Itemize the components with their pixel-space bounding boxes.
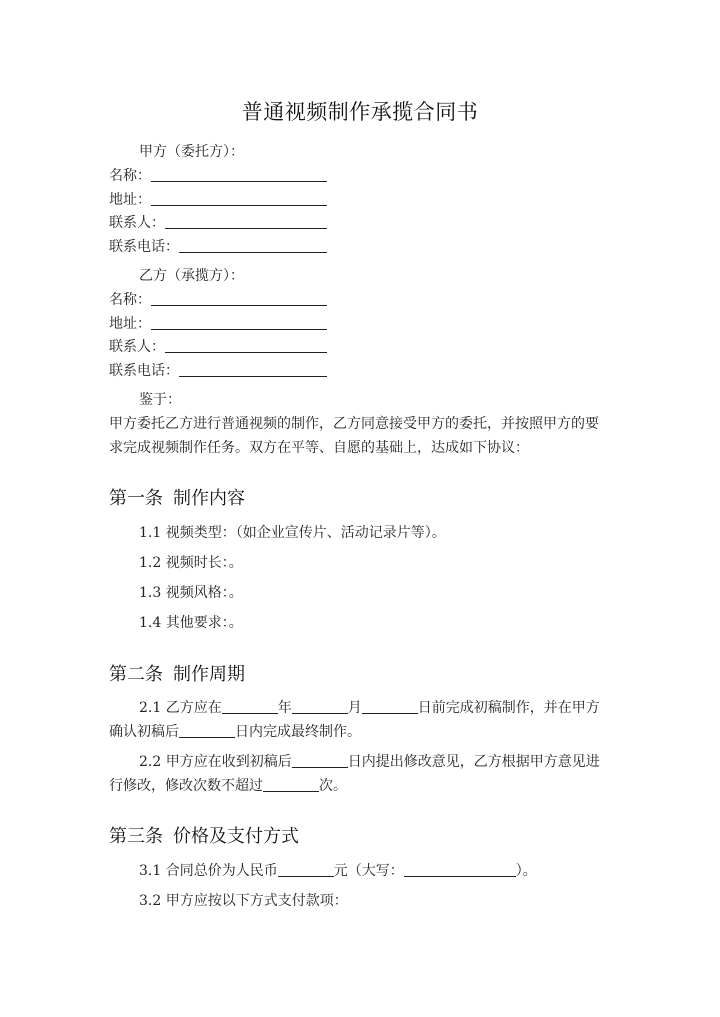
clause-text: 行修改，修改次数不超过 bbox=[109, 778, 263, 794]
article-3-heading bbox=[109, 822, 299, 848]
party-b-address-field bbox=[109, 313, 327, 333]
address-blank bbox=[151, 315, 327, 330]
whereas-text-line-2: 求完成视频制作任务。双方在平等、自愿的基础上，达成如下协议： bbox=[109, 440, 529, 456]
name-blank bbox=[151, 167, 327, 182]
contact-label: 联系人： bbox=[109, 339, 165, 355]
amount-blank bbox=[278, 862, 334, 877]
clause-2-1-line-2 bbox=[109, 721, 361, 741]
clause-text: 次。 bbox=[319, 778, 347, 794]
month-blank bbox=[292, 699, 348, 714]
whereas-label: 鉴于： bbox=[139, 392, 181, 408]
clause-text: 日前完成初稿制作，并在甲方 bbox=[417, 700, 600, 716]
clause-1-4: 1.4 其他要求：。 bbox=[139, 615, 243, 631]
clause-text: ）。 bbox=[515, 863, 537, 879]
phone-label: 联系电话： bbox=[109, 239, 179, 255]
clause-text: 月 bbox=[347, 700, 362, 716]
party-b-name-field bbox=[109, 289, 327, 309]
clause-3-2: 3.2 甲方应按以下方式支付款项： bbox=[139, 893, 348, 909]
address-label: 地址： bbox=[109, 316, 151, 332]
contact-blank bbox=[165, 338, 327, 353]
clause-text: 3.1 合同总价为人民币 bbox=[139, 863, 278, 879]
article-title: 价格及支付方式 bbox=[173, 826, 299, 847]
days-blank bbox=[179, 723, 235, 738]
clause-1-1: 1.1 视频类型：（如企业宣传片、活动记录片等）。 bbox=[139, 525, 446, 541]
article-number: 第二条 bbox=[109, 664, 163, 685]
clause-1-2: 1.2 视频时长：。 bbox=[139, 555, 243, 571]
article-title: 制作周期 bbox=[173, 664, 245, 685]
clause-text: 2.1 乙方应在 bbox=[139, 700, 222, 716]
clause-text: 日内完成最终制作。 bbox=[235, 724, 361, 740]
phone-blank bbox=[179, 238, 327, 253]
party-a-contact-field bbox=[109, 212, 327, 232]
party-b-heading: 乙方（承揽方）： bbox=[139, 268, 244, 284]
whereas-text-line-1: 甲方委托乙方进行普通视频的制作，乙方同意接受甲方的委托，并按照甲方的要 bbox=[109, 416, 599, 432]
article-number: 第一条 bbox=[109, 488, 163, 509]
name-label: 名称： bbox=[109, 292, 151, 308]
clause-2-2-line-1 bbox=[139, 751, 600, 771]
party-a-heading: 甲方（委托方）： bbox=[139, 144, 244, 160]
name-label: 名称： bbox=[109, 168, 151, 184]
clause-3-1 bbox=[139, 860, 537, 880]
party-b-phone-field bbox=[109, 360, 327, 380]
party-a-address-field bbox=[109, 189, 327, 209]
clause-2-1-line-1 bbox=[139, 697, 600, 717]
clause-2-2-line-2 bbox=[109, 775, 347, 795]
contact-label: 联系人： bbox=[109, 215, 165, 231]
document-title: 普通视频制作承揽合同书 bbox=[241, 100, 479, 124]
contact-blank bbox=[165, 214, 327, 229]
clause-text: 日内提出修改意见，乙方根据甲方意见进 bbox=[347, 754, 600, 770]
times-blank bbox=[263, 777, 319, 792]
party-b-contact-field bbox=[109, 336, 327, 356]
days-blank bbox=[292, 753, 348, 768]
article-number: 第三条 bbox=[109, 826, 163, 847]
day-blank bbox=[362, 699, 418, 714]
clause-text: 确认初稿后 bbox=[109, 724, 179, 740]
year-blank bbox=[222, 699, 278, 714]
article-2-heading bbox=[109, 660, 245, 686]
address-label: 地址： bbox=[109, 192, 151, 208]
clause-text: 年 bbox=[277, 700, 292, 716]
clause-text: 元（大写： bbox=[333, 863, 404, 879]
party-a-name-field bbox=[109, 165, 327, 185]
article-title: 制作内容 bbox=[173, 488, 245, 509]
clause-text: 2.2 甲方应在收到初稿后 bbox=[139, 754, 292, 770]
name-blank bbox=[151, 291, 327, 306]
article-1-heading bbox=[109, 484, 245, 510]
address-blank bbox=[151, 191, 327, 206]
clause-1-3: 1.3 视频风格：。 bbox=[139, 585, 243, 601]
phone-blank bbox=[179, 362, 327, 377]
phone-label: 联系电话： bbox=[109, 363, 179, 379]
amount-in-words-blank bbox=[404, 862, 516, 877]
party-a-phone-field bbox=[109, 236, 327, 256]
